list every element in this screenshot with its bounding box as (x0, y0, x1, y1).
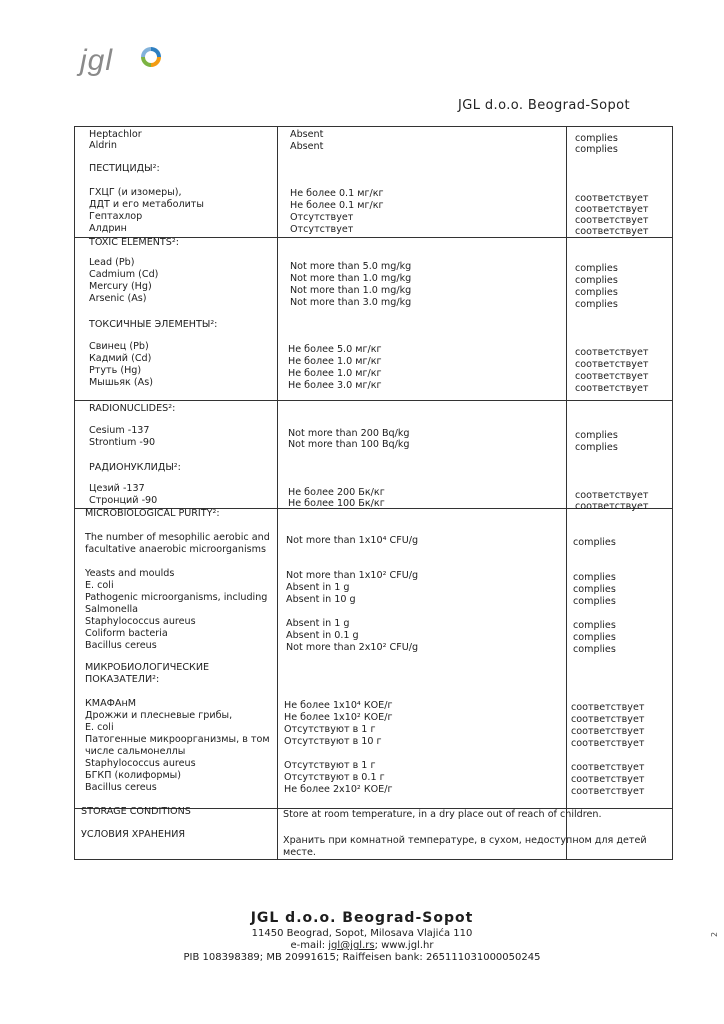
param-value: Absent in 0.1 g (286, 630, 359, 641)
param-result: соответствует (575, 193, 649, 204)
storage-text-ru: Хранить при комнатной температуре, в сухом, недоступном для детей месте. (283, 835, 647, 858)
param-result: соответствует (571, 702, 645, 713)
param-name: E. coli (85, 580, 114, 591)
param-value: Не более 1x10² КОЕ/г (284, 712, 393, 723)
param-value: Не более 1.0 мг/кг (288, 356, 382, 367)
param-value: Not more than 100 Bq/kg (288, 439, 410, 450)
param-result: complies (575, 442, 618, 453)
param-name: КМАФАнМ (85, 698, 137, 709)
param-result: соответствует (575, 215, 649, 226)
param-value: Не более 2x10² КОЕ/г (284, 784, 393, 795)
param-result: complies (573, 596, 616, 607)
param-result: complies (573, 584, 616, 595)
param-name: The number of mesophilic aerobic and facultative anaerobic microorganisms (85, 532, 270, 555)
param-result: соответствует (575, 359, 649, 370)
footer-bank-details: PIB 108398389; MB 20991615; Raiffeisen bank: 265111031000050245 (183, 952, 541, 963)
param-name: Гептахлор (89, 211, 143, 222)
param-name: Стронций -90 (89, 495, 158, 506)
section-heading: РАДИОНУКЛИДЫ²: (89, 462, 181, 473)
param-name: Cadmium (Cd) (89, 269, 159, 280)
param-name: Cesium -137 (89, 425, 150, 436)
param-value: Отсутствуют в 1 г (284, 760, 376, 771)
param-name: Кадмий (Cd) (89, 353, 152, 364)
param-result: соответствует (571, 726, 645, 737)
param-result: соответствует (575, 501, 649, 512)
param-result: соответствует (575, 347, 649, 358)
param-value: Не более 5.0 мг/кг (288, 344, 382, 355)
param-value: Отсутствует (290, 212, 354, 223)
param-result: complies (573, 644, 616, 655)
param-name: Bacillus cereus (85, 640, 157, 651)
param-name: Aldrin (89, 140, 118, 151)
param-value: Отсутствует (290, 224, 354, 235)
param-result: соответствует (575, 490, 649, 501)
logo-swirl-icon (138, 44, 164, 70)
footer-address: 11450 Beograd, Sopot, Milosava Vlajića 110 (251, 928, 473, 939)
param-value: Absent in 1 g (286, 582, 350, 593)
param-name: Ртуть (Hg) (89, 365, 142, 376)
param-name: Патогенные микроорганизмы, в том числе сальмонеллы (85, 734, 270, 757)
section-heading: ПЕСТИЦИДЫ²: (89, 163, 160, 174)
param-value: Absent (290, 141, 324, 152)
param-name: Дрожжи и плесневые грибы, (85, 710, 233, 721)
param-result: соответствует (571, 762, 645, 773)
param-result: complies (575, 430, 618, 441)
param-value: Not more than 1x10² CFU/g (286, 570, 419, 581)
param-name: Мышьяк (As) (89, 377, 153, 388)
param-name: Алдрин (89, 223, 127, 234)
storage-label-en: STORAGE CONDITIONS (81, 806, 191, 817)
margin-number: 2 (710, 931, 720, 938)
param-name: ГХЦГ (и изомеры), (89, 187, 182, 198)
param-name: Staphylococcus aureus (85, 616, 196, 627)
param-value: Отсутствуют в 1 г (284, 724, 376, 735)
param-name: ДДТ и его метаболиты (89, 199, 204, 210)
param-name: Lead (Pb) (89, 257, 135, 268)
param-value: Not more than 1.0 mg/kg (290, 285, 412, 296)
param-result: соответствует (571, 786, 645, 797)
param-result: complies (575, 144, 618, 155)
section-heading: ТОКСИЧНЫЕ ЭЛЕМЕНТЫ²: (89, 319, 218, 330)
param-value: Не более 0.1 мг/кг (290, 188, 384, 199)
param-name: Staphylococcus aureus (85, 758, 196, 769)
param-value: Not more than 200 Bq/kg (288, 428, 410, 439)
param-name: Arsenic (As) (89, 293, 147, 304)
param-result: complies (575, 287, 618, 298)
param-name: Heptachlor (89, 129, 142, 140)
param-name: Yeasts and moulds (85, 568, 175, 579)
param-value: Not more than 1.0 mg/kg (290, 273, 412, 284)
param-name: Mercury (Hg) (89, 281, 152, 292)
param-name: Свинец (Pb) (89, 341, 149, 352)
param-name: Цезий -137 (89, 483, 145, 494)
web-address: ; www.jgl.hr (374, 940, 434, 951)
param-name: Coliform bacteria (85, 628, 168, 639)
param-value: Absent in 1 g (286, 618, 350, 629)
param-value: Не более 0.1 мг/кг (290, 200, 384, 211)
param-result: соответствует (575, 383, 649, 394)
param-value: Не более 100 Бк/кг (288, 498, 385, 509)
section-heading: TOXIC ELEMENTS²: (89, 237, 179, 248)
param-value: Absent (290, 129, 324, 140)
param-result: complies (573, 572, 616, 583)
company-header: JGL d.o.o. Beograd-Sopot (458, 98, 630, 113)
param-value: Not more than 1x10⁴ CFU/g (286, 535, 419, 546)
param-name: E. coli (85, 722, 114, 733)
section-heading: RADIONUCLIDES²: (89, 403, 176, 414)
param-name: Strontium -90 (89, 437, 156, 448)
email-label: e-mail: (290, 940, 329, 951)
param-result: соответствует (575, 371, 649, 382)
footer-company-name: JGL d.o.o. Beograd-Sopot (250, 910, 474, 926)
param-result: complies (575, 263, 618, 274)
param-name: БГКП (колиформы) (85, 770, 181, 781)
param-value: Absent in 10 g (286, 594, 356, 605)
param-value: Not more than 5.0 mg/kg (290, 261, 412, 272)
param-value: Не более 200 Бк/кг (288, 487, 385, 498)
param-result: complies (573, 632, 616, 643)
param-value: Не более 1.0 мг/кг (288, 368, 382, 379)
param-value: Не более 1x10⁴ КОЕ/г (284, 700, 393, 711)
specification-table (74, 126, 673, 860)
param-result: complies (575, 133, 618, 144)
param-result: complies (575, 275, 618, 286)
param-result: соответствует (571, 774, 645, 785)
storage-label-ru: УСЛОВИЯ ХРАНЕНИЯ (81, 829, 186, 840)
company-logo (80, 40, 170, 90)
param-value: Не более 3.0 мг/кг (288, 380, 382, 391)
param-result: complies (573, 620, 616, 631)
storage-text-en: Store at room temperature, in a dry place out of reach of children. (283, 809, 602, 820)
param-result: complies (573, 537, 616, 548)
param-result: соответствует (575, 226, 649, 237)
section-heading: MICROBIOLOGICAL PURITY²: (85, 508, 220, 519)
param-value: Not more than 2x10² CFU/g (286, 642, 419, 653)
param-value: Отсутствуют в 0.1 г (284, 772, 385, 783)
param-name: Pathogenic microorganisms, including Salmonella (85, 592, 268, 615)
footer-contact (0, 940, 724, 952)
row-divider (75, 400, 672, 401)
email-link[interactable]: jgl@jgl.rs (328, 940, 375, 951)
param-result: соответствует (575, 204, 649, 215)
param-result: complies (575, 299, 618, 310)
param-result: соответствует (571, 738, 645, 749)
param-value: Отсутствуют в 10 г (284, 736, 382, 747)
logo-text: jgl (80, 44, 114, 77)
param-value: Not more than 3.0 mg/kg (290, 297, 412, 308)
section-heading: МИКРОБИОЛОГИЧЕСКИЕ ПОКАЗАТЕЛИ²: (85, 662, 210, 685)
param-result: соответствует (571, 714, 645, 725)
param-name: Bacillus cereus (85, 782, 157, 793)
